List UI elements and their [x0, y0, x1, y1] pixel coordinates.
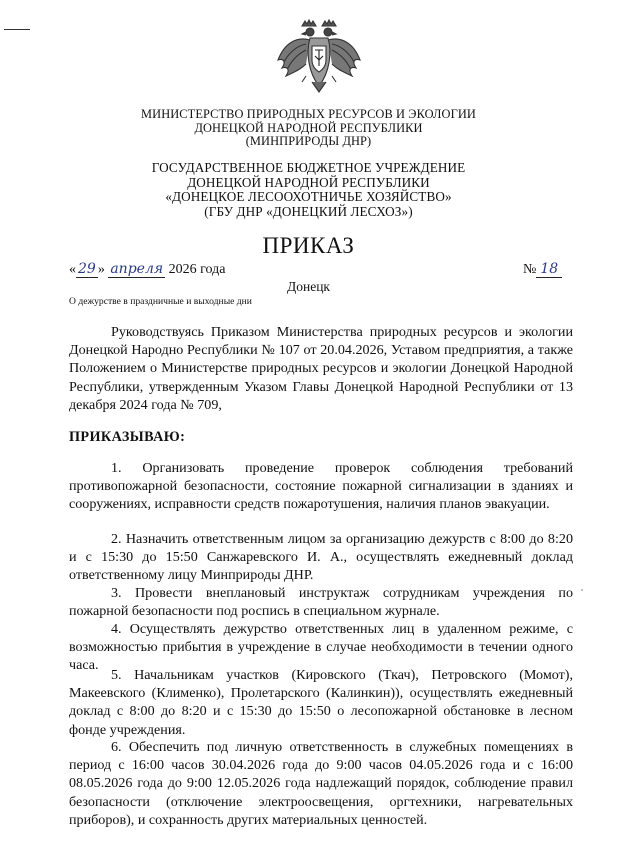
- scan-speck: [581, 589, 583, 591]
- order-item-4: 4. Осуществлять дежурство ответственных лиц в удаленном режиме, с возможностью прибытия в учреждение в случае необходимости в течении одного часа.: [69, 621, 573, 674]
- ministry-header: [0, 108, 617, 149]
- date-close-quote: »: [97, 262, 105, 277]
- institution-header: [0, 161, 617, 219]
- intro-paragraph: Руководствуясь Приказом Министерства природных ресурсов и экологии Донецкой Народно Республики № 107 от 20.04.2026, Уставом предприятия, а также Положением о Министерстве природных ресурсов и экологии Донецкой Народной Республики, утвержденным Указом Главы Донецкой Народной Республики от 13 декабря 2024 года № 709,: [69, 324, 573, 413]
- number-value: 18: [536, 261, 562, 278]
- order-date: [69, 261, 225, 278]
- order-item-6: 6. Обеспечить под личную ответственность в служебных помещениях в период с 16:00 часов 30.04.2026 года до 9:00 часов 04.05.2026 года и с 16:00 08.05.2026 года до 9:00 12.05.2026 года надлежащий порядок, соблюдение правил безопасности (отключение электроосвещения, оргтехники, нагревательных приборов), и сохранность других материальных ценностей.: [69, 739, 573, 828]
- order-item-1: 1. Организовать проведение проверок соблюдения требований противопожарной безопасности, состояние пожарной сигнализации в зданиях и сооружениях, исправности средств пожаротушения, наличия планов эвакуации.: [69, 460, 573, 513]
- order-subject: О дежурстве в праздничные и выходные дни: [69, 296, 252, 307]
- order-number: [523, 261, 562, 278]
- number-prefix: №: [523, 262, 537, 277]
- institution-line: «ДОНЕЦКОЕ ЛЕСООХОТНИЧЬЕ ХОЗЯЙСТВО»: [165, 189, 452, 205]
- institution-line: ДОНЕЦКОЙ НАРОДНОЙ РЕСПУБЛИКИ: [187, 174, 430, 190]
- order-item-5: 5. Начальникам участков (Кировского (Ткач), Петровского (Момот), Макеевского (Клименко), Пролетарского (Калинкин)), осуществлять ежедневный доклад с 8:00 до 8:20 и с 15:30 до 15:50 о лесопожарной обстановке в лесном фонде учреждения.: [69, 667, 573, 738]
- orders-heading: ПРИКАЗЫВАЮ:: [69, 429, 186, 445]
- margin-mark: [4, 29, 30, 30]
- date-open-quote: «: [69, 262, 76, 277]
- coat-of-arms-icon: [276, 16, 362, 96]
- date-year: 2026 года: [168, 262, 226, 277]
- ministry-line: МИНИСТЕРСТВО ПРИРОДНЫХ РЕСУРСОВ И ЭКОЛОГИИ: [141, 107, 476, 121]
- institution-line: (ГБУ ДНР «ДОНЕЦКИЙ ЛЕСХОЗ»): [204, 203, 413, 219]
- city: Донецк: [287, 279, 330, 294]
- order-item-2: 2. Назначить ответственным лицом за организацию дежурств с 8:00 до 8:20 и с 15:30 до 15:50 Санжаревского И. А., осуществлять ежедневный доклад ответственному лицу Минприроды ДНР.: [69, 531, 573, 584]
- date-day: 29: [78, 261, 96, 277]
- ministry-line: ДОНЕЦКОЙ НАРОДНОЙ РЕСПУБЛИКИ: [194, 120, 423, 135]
- date-month: апреля: [110, 261, 164, 277]
- ministry-line: (МИНПРИРОДЫ ДНР): [245, 134, 372, 149]
- order-item-3: 3. Провести внеплановый инструктаж сотрудникам учреждения по пожарной безопасности под роспись в специальном журнале.: [69, 585, 573, 620]
- institution-line: ГОСУДАРСТВЕННОЕ БЮДЖЕТНОЕ УЧРЕЖДЕНИЕ: [151, 160, 466, 175]
- document-title: ПРИКАЗ: [262, 233, 355, 258]
